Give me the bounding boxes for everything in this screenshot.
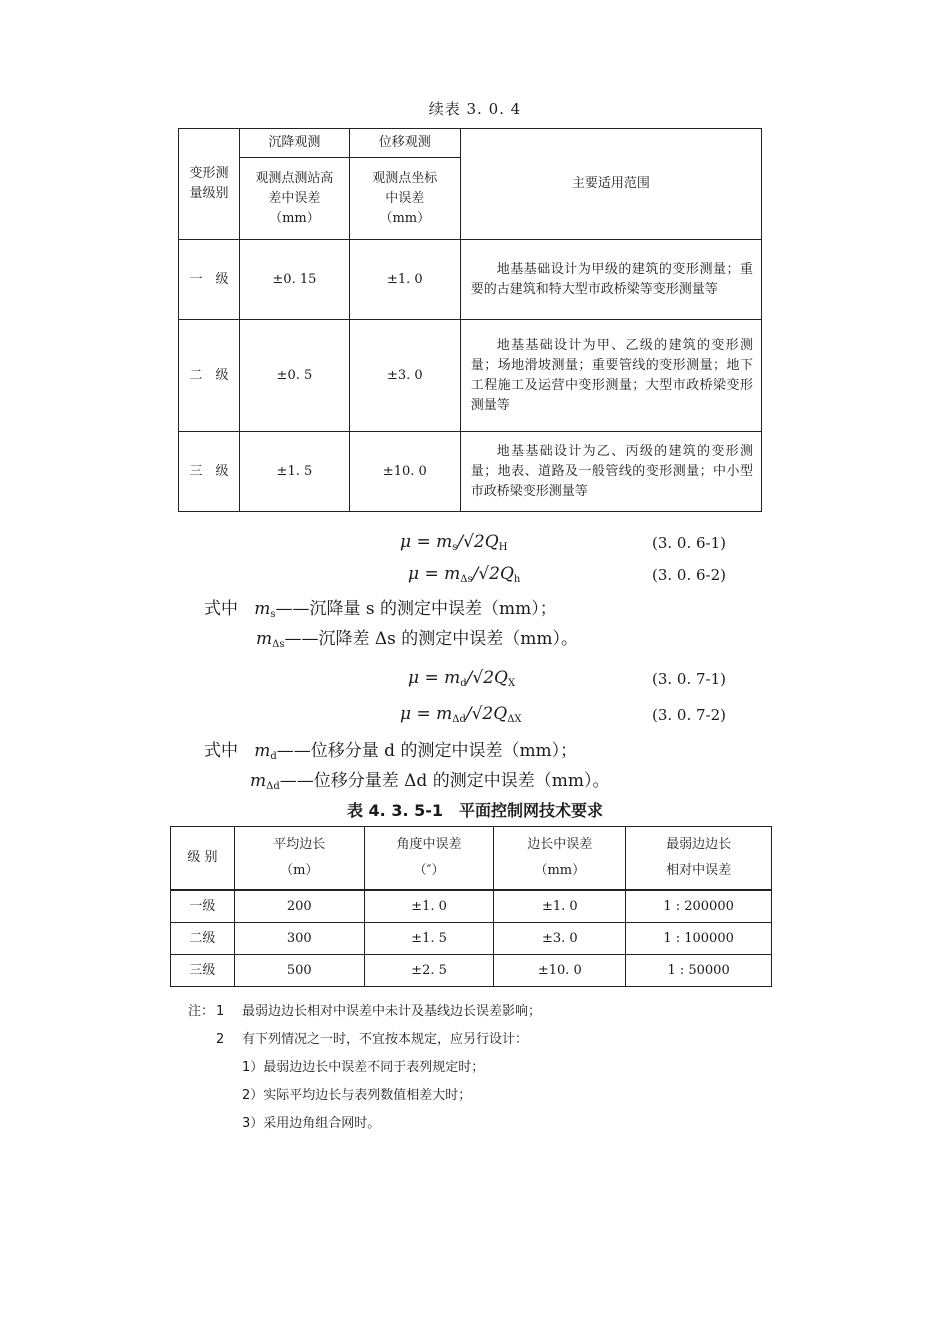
header-settlement-sub: 观测点测站高差中误差（mm）: [239, 158, 349, 240]
table-row: [179, 432, 762, 512]
note-1: 注： 1 最弱边边长相对中误差中未计及基线边长误差影响；: [188, 1004, 542, 1019]
grade-cell: 一 级: [179, 240, 240, 320]
scope-cell: 地基基础设计为乙、丙级的建筑的变形测量；地表、道路及一般管线的变形测量；中小型市政桥梁变形测量等: [460, 432, 761, 512]
formula-3-0-7-1: $\mu = m_d/√2Q_X$: [408, 668, 516, 689]
settlement-cell: ±0. 15: [239, 240, 349, 320]
formula-3-0-7-2: $\mu = m_{\Delta d}/√2Q_{\Delta X}$: [400, 704, 522, 725]
settlement-cell: ±1. 5: [239, 432, 349, 512]
table1-caption: 续表 3. 0. 4: [428, 100, 522, 118]
side-cell: ±1. 0: [494, 890, 626, 923]
header-settlement-group: 沉降观测: [239, 129, 349, 158]
symbol-description: $m_{\Delta d}——$位移分量差 Δd 的测定中误差（mm）。: [250, 771, 610, 792]
weak-cell: 1 : 50000: [626, 955, 772, 987]
note-2-item: 3）采用边角组合网时。: [242, 1116, 381, 1131]
table-row: [179, 240, 762, 320]
symbol-description: $m_{\Delta s}——$沉降差 Δs 的测定中误差（mm）。: [256, 629, 579, 650]
control-network-table: [170, 826, 772, 987]
table2-caption: 表 4. 3. 5-1 平面控制网技术要求: [346, 801, 604, 820]
table-notes: [188, 998, 541, 1138]
scope-cell: 地基基础设计为甲级的建筑的变形测量；重要的古建筑和特大型市政桥梁等变形测量等: [460, 240, 761, 320]
header-avg-side: 平均边长 （m）: [234, 827, 364, 891]
avg-cell: 200: [234, 890, 364, 923]
header-grade: 变形测量级别: [179, 129, 240, 240]
avg-cell: 300: [234, 923, 364, 955]
header-angle-error: 角度中误差 （″）: [364, 827, 494, 891]
scope-cell: 地基基础设计为甲、乙级的建筑的变形测量；场地滑坡测量；重要管线的变形测量；地下工程施工及运营中变形测量；大型市政桥梁变形测量等: [460, 320, 761, 432]
header-grade: 级 别: [171, 827, 235, 891]
equation-number: (3. 0. 7-1): [652, 670, 727, 688]
grade-cell: 二级: [171, 923, 235, 955]
side-cell: ±10. 0: [494, 955, 626, 987]
avg-cell: 500: [234, 955, 364, 987]
displacement-cell: ±1. 0: [349, 240, 460, 320]
header-displacement-group: 位移观测: [349, 129, 460, 158]
deformation-grade-table: [178, 128, 762, 512]
note-2-item: 1）最弱边边长中误差不同于表列规定时；: [242, 1060, 485, 1075]
formula-3-0-6-1: $\mu = m_s/√2Q_H$: [400, 532, 508, 553]
grade-cell: 一级: [171, 890, 235, 923]
angle-cell: ±2. 5: [364, 955, 494, 987]
grade-cell: 三级: [171, 955, 235, 987]
header-displacement-sub: 观测点坐标中误差（mm）: [349, 158, 460, 240]
table-row: [171, 955, 772, 987]
weak-cell: 1 : 200000: [626, 890, 772, 923]
side-cell: ±3. 0: [494, 923, 626, 955]
note-2-item: 2）实际平均边长与表列数值相差大时；: [242, 1088, 472, 1103]
formula-3-0-6-2: $\mu = m_{\Delta s}/√2Q_h$: [408, 564, 521, 585]
header-side-error: 边长中误差 （mm）: [494, 827, 626, 891]
header-scope: 主要适用范围: [460, 129, 761, 240]
symbol-description: 式中 $m_d——$位移分量 d 的测定中误差（mm）；: [204, 741, 578, 762]
angle-cell: ±1. 5: [364, 923, 494, 955]
grade-cell: 二 级: [179, 320, 240, 432]
table-row: [171, 890, 772, 923]
settlement-cell: ±0. 5: [239, 320, 349, 432]
note-2: 2 有下列情况之一时，不宜按本规定，应另行设计：: [216, 1032, 529, 1047]
angle-cell: ±1. 0: [364, 890, 494, 923]
equation-number: (3. 0. 6-2): [652, 566, 727, 584]
symbol-description: 式中 $m_s——$沉降量 s 的测定中误差（mm）；: [204, 599, 557, 620]
displacement-cell: ±3. 0: [349, 320, 460, 432]
table-row: [171, 923, 772, 955]
header-weakest-side: 最弱边边长 相对中误差: [626, 827, 772, 891]
equation-number: (3. 0. 7-2): [652, 706, 727, 724]
table-row: [179, 320, 762, 432]
displacement-cell: ±10. 0: [349, 432, 460, 512]
equation-number: (3. 0. 6-1): [652, 534, 727, 552]
grade-cell: 三 级: [179, 432, 240, 512]
weak-cell: 1 : 100000: [626, 923, 772, 955]
